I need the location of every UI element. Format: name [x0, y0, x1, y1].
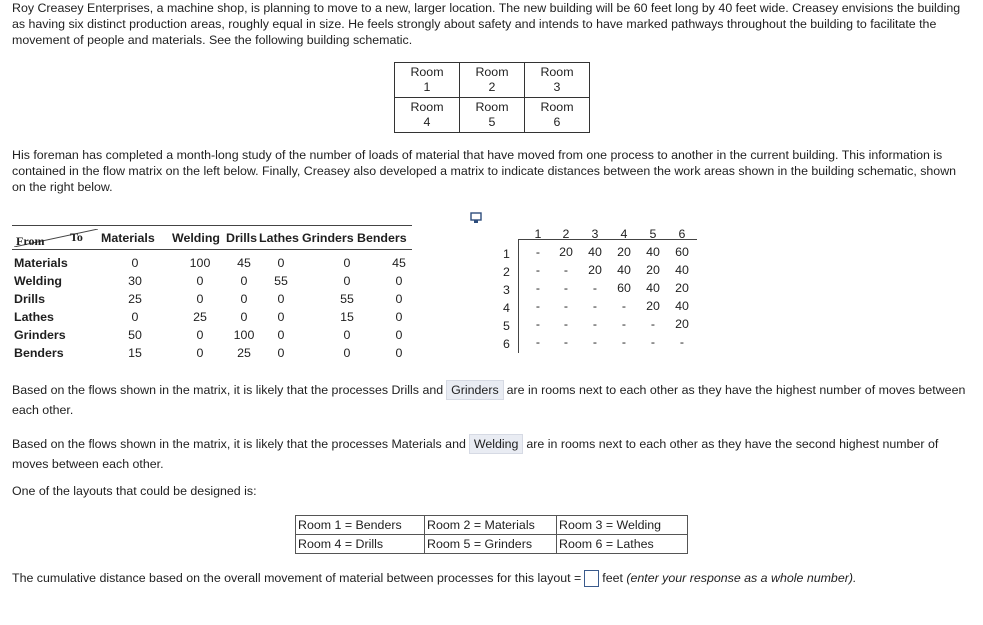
layout-table — [295, 515, 688, 554]
flow-col-header: Benders — [357, 231, 407, 245]
flow-cell: 0 — [277, 256, 285, 270]
question-highest-moves — [12, 380, 977, 420]
distance-cell: - — [563, 263, 569, 277]
flow-cell: 0 — [277, 292, 285, 306]
distance-row-label: 2 — [503, 265, 510, 279]
flow-cell: 0 — [131, 310, 139, 324]
flow-row-label: Welding — [14, 274, 62, 288]
room-number: 3 — [553, 80, 561, 94]
flow-row-label: Drills — [14, 292, 45, 306]
flow-cell: 0 — [343, 274, 351, 288]
distance-cell: 60 — [617, 281, 631, 295]
distance-cell: 20 — [588, 263, 602, 277]
distance-cell: 20 — [646, 299, 660, 313]
distance-cell: 20 — [675, 317, 689, 331]
schematic-room-1 — [395, 63, 460, 98]
distance-cell: - — [592, 335, 598, 349]
flow-cell: 0 — [343, 346, 351, 360]
flow-cell: 45 — [392, 256, 406, 270]
distance-cell: - — [621, 335, 627, 349]
flow-cell: 0 — [240, 292, 248, 306]
flow-cell: 0 — [196, 274, 204, 288]
room-label: Room — [475, 65, 509, 79]
distance-cell: - — [621, 317, 627, 331]
distance-cell: - — [650, 335, 656, 349]
question-text: are in rooms next to each other as they have the second highest number of moves between each other. — [12, 437, 939, 471]
flow-cell: 0 — [277, 346, 285, 360]
distance-cell: 40 — [646, 245, 660, 259]
flow-cell: 0 — [343, 256, 351, 270]
flow-cell: 0 — [240, 274, 248, 288]
schematic-room-6 — [525, 98, 590, 133]
layout-cell: Room 3 = Welding — [557, 516, 688, 535]
flow-cell: 55 — [274, 274, 288, 288]
from-label: From — [16, 234, 45, 248]
distance-col-header: 5 — [649, 227, 657, 241]
flow-cell: 25 — [237, 346, 251, 360]
distance-cell: - — [535, 299, 541, 313]
distance-row-label: 6 — [503, 337, 510, 351]
distance-cell: 40 — [617, 263, 631, 277]
layout-cell: Room 4 = Drills — [296, 535, 425, 554]
schematic-room-3 — [525, 63, 590, 98]
distance-cell: 40 — [675, 263, 689, 277]
flow-row-label: Lathes — [14, 310, 54, 324]
distance-cell: - — [563, 281, 569, 295]
from-to-header — [14, 229, 98, 247]
distance-cell: - — [535, 335, 541, 349]
schematic-room-5 — [460, 98, 525, 133]
distance-cell: 40 — [675, 299, 689, 313]
unit-text: feet — [602, 571, 623, 585]
question-text: The cumulative distance based on the overall movement of material between processes for this layout = — [12, 571, 582, 585]
distance-col-header: 2 — [562, 227, 570, 241]
distance-cell: - — [650, 317, 656, 331]
flow-col-header: Drills — [226, 231, 257, 245]
distance-cell: - — [563, 335, 569, 349]
distance-cell: - — [592, 317, 598, 331]
room-label: Room — [410, 100, 444, 114]
to-label: To — [70, 230, 83, 244]
flow-cell: 25 — [193, 310, 207, 324]
question-text: are in rooms next to each other as they have the highest number of moves between each other. — [12, 383, 966, 417]
distance-matrix — [495, 225, 705, 355]
flow-cell: 45 — [237, 256, 251, 270]
layout-cell: Room 1 = Benders — [296, 516, 425, 535]
distance-cell: 60 — [675, 245, 689, 259]
flow-cell: 0 — [196, 292, 204, 306]
distance-cell: - — [535, 317, 541, 331]
flow-col-header: Welding — [172, 231, 220, 245]
flow-cell: 0 — [343, 328, 351, 342]
distance-row-label: 5 — [503, 319, 510, 333]
distance-cell: 20 — [646, 263, 660, 277]
distance-row-label: 1 — [503, 247, 510, 261]
hint-text: (enter your response as a whole number). — [626, 571, 857, 585]
room-label: Room — [540, 100, 574, 114]
flow-col-header: Lathes — [259, 231, 299, 245]
distance-col-header: 6 — [678, 227, 686, 241]
distance-cell: - — [535, 281, 541, 295]
distance-row-label: 4 — [503, 301, 510, 315]
foreman-paragraph: His foreman has completed a month-long study of the number of loads of material that have moved from one process to another in the current building. This information is contained in the flow matrix on the left below. Finally, Creasey also developed a matrix to indicate distances between the work areas shown in the building schematic, shown on the right below. — [12, 148, 957, 194]
room-label: Room — [540, 65, 574, 79]
flow-cell: 15 — [128, 346, 142, 360]
layout-row — [296, 516, 688, 535]
flow-cell: 0 — [277, 328, 285, 342]
flow-cell: 0 — [395, 274, 403, 288]
flow-cell: 0 — [395, 346, 403, 360]
room-number: 6 — [553, 115, 561, 129]
flow-matrix-header-row — [12, 227, 412, 249]
copy-icon[interactable] — [470, 212, 482, 224]
flow-cell: 50 — [128, 328, 142, 342]
room-number: 2 — [488, 80, 496, 94]
distance-col-header: 1 — [534, 227, 542, 241]
intro-paragraph: Roy Creasey Enterprises, a machine shop, is planning to move to a new, larger location. The new building will be 60 feet long by 40 feet wide. Creasey envisions the building as having six distinct production areas, roughly equal in size. He feels strongly about safety and intends to have marked pathways throughout the building to facilitate the movement of people and materials. See the following building schematic. — [12, 1, 961, 47]
distance-cell: - — [563, 317, 569, 331]
flow-cell: 0 — [395, 328, 403, 342]
flow-cell: 55 — [340, 292, 354, 306]
room-label: Room — [410, 65, 444, 79]
flow-cell: 15 — [340, 310, 354, 324]
distance-cell: - — [679, 335, 685, 349]
answer-welding[interactable]: Welding — [469, 434, 524, 454]
cumulative-distance-input[interactable] — [584, 570, 599, 587]
flow-col-header: Grinders — [302, 231, 354, 245]
distance-cell: - — [535, 263, 541, 277]
schematic-room-2 — [460, 63, 525, 98]
layout-row — [296, 535, 688, 554]
flow-cell: 0 — [196, 328, 204, 342]
flow-cell: 0 — [196, 346, 204, 360]
distance-cell: - — [592, 281, 598, 295]
question-text: Based on the flows shown in the matrix, it is likely that the processes Drills and — [12, 383, 444, 397]
distance-cell: 40 — [646, 281, 660, 295]
distance-col-header: 4 — [620, 227, 628, 241]
flow-row-label: Grinders — [14, 328, 66, 342]
layout-cell: Room 2 = Materials — [425, 516, 557, 535]
room-label: Room — [475, 100, 509, 114]
distance-cell: - — [563, 299, 569, 313]
distance-cell: 40 — [588, 245, 602, 259]
distance-cell: - — [535, 245, 541, 259]
flow-matrix-header-rule — [12, 249, 412, 250]
distance-cell: - — [592, 299, 598, 313]
distance-matrix-row-rule — [518, 239, 519, 353]
distance-col-header: 3 — [591, 227, 599, 241]
question-text: Based on the flows shown in the matrix, it is likely that the processes Materials and — [12, 437, 466, 451]
layout-cell: Room 5 = Grinders — [425, 535, 557, 554]
room-number: 5 — [488, 115, 496, 129]
answer-grinders[interactable]: Grinders — [446, 380, 504, 400]
flow-row-label: Benders — [14, 346, 64, 360]
flow-cell: 25 — [128, 292, 142, 306]
distance-cell: 20 — [675, 281, 689, 295]
schematic-room-4 — [395, 98, 460, 133]
flow-cell: 30 — [128, 274, 142, 288]
flow-cell: 0 — [240, 310, 248, 324]
flow-col-header: Materials — [101, 231, 155, 245]
flow-matrix-top-rule — [12, 225, 412, 226]
distance-row-label: 3 — [503, 283, 510, 297]
room-number: 4 — [423, 115, 431, 129]
building-schematic — [394, 62, 590, 133]
distance-cell: 20 — [617, 245, 631, 259]
flow-row-label: Materials — [14, 256, 68, 270]
flow-cell: 0 — [277, 310, 285, 324]
flow-cell: 0 — [131, 256, 139, 270]
distance-cell: - — [621, 299, 627, 313]
layout-cell: Room 6 = Lathes — [557, 535, 688, 554]
flow-cell: 100 — [233, 328, 255, 342]
flow-cell: 0 — [395, 310, 403, 324]
flow-cell: 100 — [189, 256, 211, 270]
room-number: 1 — [423, 80, 431, 94]
layout-intro: One of the layouts that could be designed is: — [12, 484, 257, 498]
flow-cell: 0 — [395, 292, 403, 306]
cumulative-distance-question — [12, 569, 856, 587]
question-second-highest-moves — [12, 434, 977, 474]
distance-cell: 20 — [559, 245, 573, 259]
